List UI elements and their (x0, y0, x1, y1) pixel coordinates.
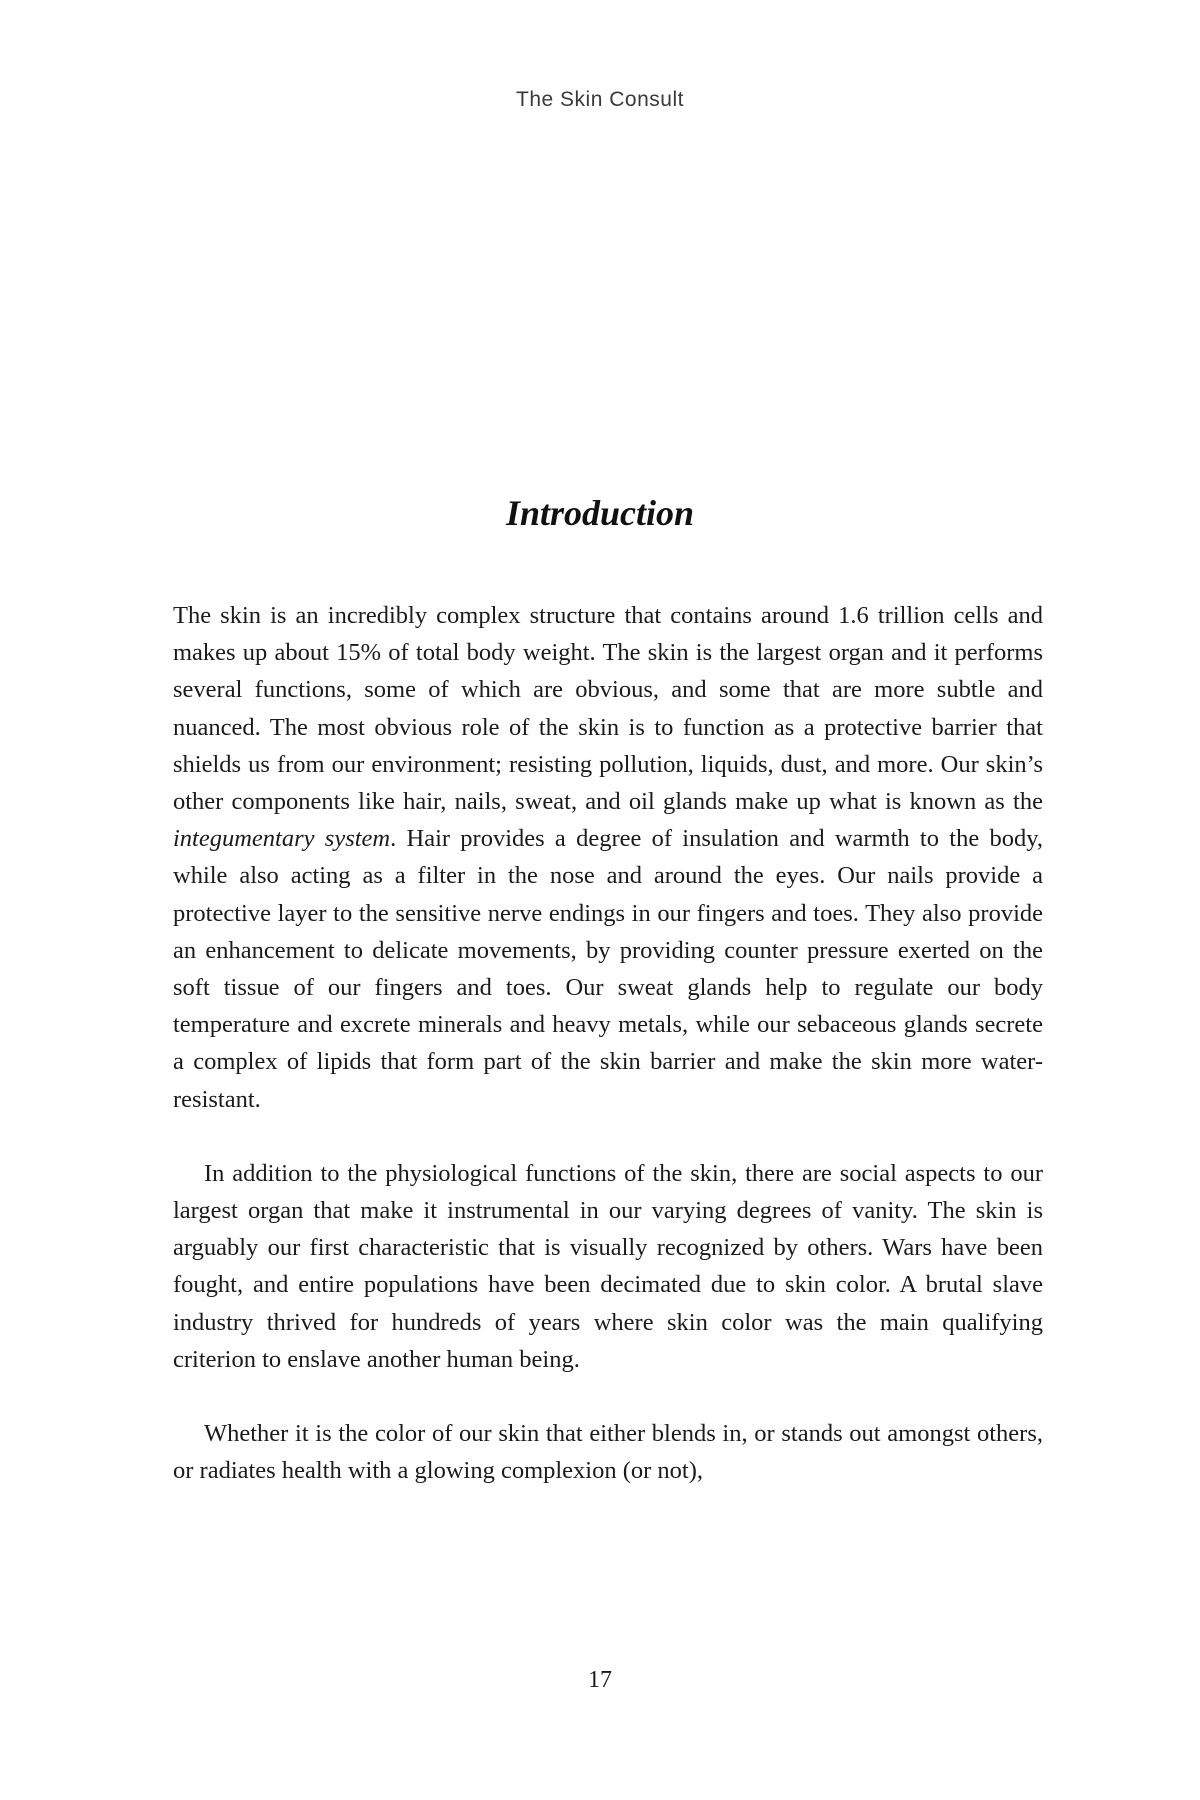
running-header: The Skin Consult (516, 88, 684, 111)
paragraph-1-text-start: The skin is an incredibly complex structure that contains around 1.6 trillion cells and makes up about 15% of total body weight. The skin is the largest organ and it performs several functions, some of which are obvious, and some that are more subtle and nuanced. The most obvious role of the skin is to function as a protective barrier that shields us from our environment; resisting pollution, liquids, dust, and more. Our skin’s other components like hair, nails, sweat, and oil glands make up what is known as the (173, 602, 1043, 816)
paragraph-1 (173, 597, 1043, 1118)
page-number: 17 (588, 1667, 612, 1693)
paragraph-3: Whether it is the color of our skin that either blends in, or stands out amongst others, or radiates health with a glowing complexion (or not), (173, 1420, 1043, 1485)
term-integumentary-system: integumentary system (173, 825, 391, 853)
body-text (173, 597, 1043, 1489)
paragraph-2: In addition to the physiological functions of the skin, there are social aspects to our largest organ that make it instrumental in our varying degrees of vanity. The skin is arguably our first characteristic that is visually recognized by others. Wars have been fought, and entire populations have been decimated due to skin color. A brutal slave industry thrived for hundreds of years where skin color was the main qualifying criterion to enslave another human being. (173, 1159, 1043, 1373)
chapter-title: Introduction (505, 493, 695, 533)
paragraph-1-text-end: . Hair provides a degree of insulation and warmth to the body, while also acting as a filter in the nose and around the eyes. Our nails provide a protective layer to the sensitive nerve endings in our fingers and toes. They also provide an enhancement to delicate movements, by providing counter pressure exerted on the soft tissue of our fingers and toes. Our sweat glands help to regulate our body temperature and excrete minerals and heavy metals, while our sebaceous glands secrete a complex of lipids that form part of the skin barrier and make the skin more water-resistant. (173, 825, 1043, 1113)
